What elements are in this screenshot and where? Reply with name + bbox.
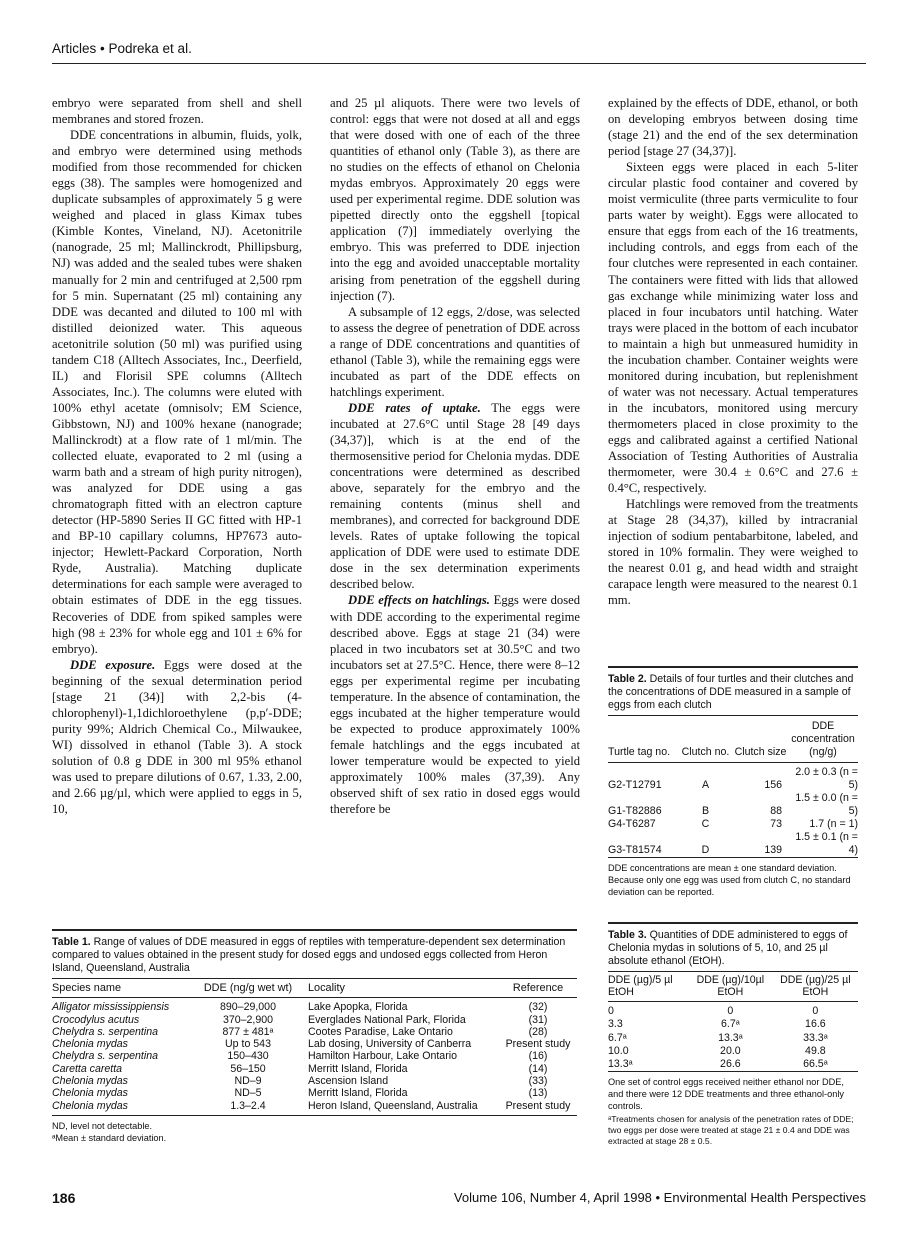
table-cell: D — [701, 844, 710, 856]
col-header: Clutch no. — [681, 746, 730, 758]
table-row — [608, 1058, 858, 1071]
table-cell: Cootes Paradise, Lake Ontario — [308, 1025, 453, 1038]
table-cell: C — [701, 818, 710, 830]
paragraph: A subsample of 12 eggs, 2/dose, was selected to assess the degree of penetration of DDE across a range of DDE concentrations and quantities of ethanol (Table 3), while the remaining eggs were incubated as part of the DDE effects on hatchlings experiment. — [330, 304, 580, 399]
paragraph-text: The eggs were incubated at 27.6°C until Stage 28 [49 days (34,37)], which is at the end of the thermosensitive period for Chelonia mydas. DDE concentrations were determined as described above, separately for the embryo and the remaining contents (minus shell and membranes), and corrected for background DDE levels. Rates of uptake following the topical application of DDE were used to estimate DDE dose in the sex determination experiments described below. — [330, 400, 580, 592]
table-cell: 13.3ᵃ — [718, 1031, 743, 1044]
table-cell: ND–5 — [234, 1087, 262, 1100]
table-cell: (31) — [528, 1013, 548, 1026]
table-row — [608, 1002, 858, 1019]
paragraph: embryo were separated from shell and shell membranes and stored frozen. — [52, 96, 302, 127]
table-row — [52, 1087, 577, 1099]
table-cell: 2.0 ± 0.3 (n = 5) — [795, 766, 858, 791]
table-row — [52, 1063, 577, 1075]
table-3-grid — [608, 972, 858, 1071]
table-cell: (13) — [528, 1087, 548, 1100]
text-column-1 — [52, 95, 302, 817]
col-header: DDE (µg)/10µl EtOH — [696, 974, 765, 998]
col-header: DDE (µg)/5 µl EtOH — [608, 974, 673, 998]
table-row — [608, 818, 858, 831]
table-cell: 1.3–2.4 — [230, 1099, 266, 1112]
table-cell: 877 ± 481ᵃ — [222, 1025, 274, 1038]
section-label: Articles — [52, 41, 97, 56]
table-cell: 33.3ᵃ — [803, 1031, 828, 1044]
table-cell: A — [701, 779, 710, 791]
table-cell: 1.7 (n = 1) — [809, 818, 858, 830]
paragraph: Sixteen eggs were placed in each 5-liter circular plastic food container and covered by moist vermiculite (three parts vermiculite to four parts water by weight). Eggs were allocated to ensure that eggs from each of the 16 treatments, including controls, and eggs from each of the four clutches were represented in each container. The containers were fitted with lids that allowed gas exchange while minimizing water loss and placed in four incubators until hatching. Water trays were placed in the bottom of each incubator to maintain a high but unmeasured humidity in the incubation chamber. Container weights were monitored during incubation, but replenishment of water was not necessary. Actual temperatures in the incubators, monitored using mercury thermometers placed in close proximity to the eggs and calibrated against a certified National Association of Testing Authorities of Australia thermometer, were 30.4 ± 0.6°C and 27.6 ± 0.4°C, respectively. — [608, 160, 858, 496]
table-row — [608, 763, 858, 793]
table-cell: (32) — [528, 1001, 548, 1014]
table-cell: Caretta caretta — [52, 1062, 123, 1075]
table-3-footnote-2: ᵃTreatments chosen for analysis of the penetration rates of DDE; two eggs per dose were treated at stage 21 ± 0.4 and DDE was extracted at stage 28 ± 0.5. — [608, 1114, 854, 1147]
table-cell: 150–430 — [227, 1050, 269, 1063]
table-2-caption: Table 2. Details of four turtles and their clutches and the concentrations of DDE measured in a sample of eggs from each clutch — [608, 673, 854, 711]
table-cell: 6.7ᵃ — [608, 1031, 627, 1044]
table-cell: Chelonia mydas — [52, 1075, 128, 1088]
table-row — [52, 1038, 577, 1050]
table-3-footnote-1: One set of control eggs received neither ethanol nor DDE, and there were 12 DDE treatments and three ethanol-only controls. — [608, 1077, 844, 1112]
table-cell: 370–2,900 — [222, 1013, 274, 1026]
table-cell: Chelonia mydas — [52, 1099, 128, 1112]
col-header: Species name — [52, 982, 122, 994]
table-header-row — [52, 979, 577, 998]
text-column-3 — [608, 95, 858, 609]
table-cell: Present study — [505, 1038, 571, 1051]
table-cell: 88 — [770, 805, 782, 817]
table-2-footnote: DDE concentrations are mean ± one standard deviation. Because only one egg was used from clutch C, no standard deviation can be reported. — [608, 863, 851, 897]
bullet: • — [100, 41, 109, 56]
table-row — [52, 1014, 577, 1026]
table-row — [608, 831, 858, 857]
paragraph — [330, 400, 580, 593]
table-cell: 56–150 — [230, 1062, 266, 1075]
page-number: 186 — [52, 1190, 76, 1206]
table-3 — [608, 922, 858, 1147]
subheading-dde-effects: DDE effects on hatchlings. — [348, 593, 490, 608]
table-cell: ND–9 — [234, 1075, 262, 1088]
table-cell: Chelydra s. serpentina — [52, 1025, 158, 1038]
paragraph — [52, 657, 302, 817]
table-row — [608, 1032, 858, 1045]
table-cell: 66.5ᵃ — [803, 1058, 828, 1071]
table-cell: 20.0 — [720, 1044, 741, 1057]
col-header: Clutch size — [734, 746, 787, 758]
table-cell: G2-T12791 — [608, 779, 662, 791]
table-cell: Merritt Island, Florida — [308, 1087, 408, 1100]
subheading-dde-rates: DDE rates of uptake. — [348, 400, 481, 415]
table-row — [52, 1100, 577, 1112]
table-cell: 10.0 — [608, 1044, 629, 1057]
table-cell: 49.8 — [805, 1044, 826, 1057]
table-cell: (28) — [528, 1025, 548, 1038]
running-head — [52, 41, 192, 56]
table-cell: (33) — [528, 1075, 548, 1088]
table-cell: 890–29,000 — [220, 1001, 276, 1014]
table-cell: 26.6 — [720, 1058, 741, 1071]
paragraph-text: Eggs were dosed at the beginning of the sexual determination period [stage 21 (34)] with 2,2-bis (4-chlorophenyl)-1,1dichloroethylene (p,p′-DDE; purity 99%; Aldrich Chemical Co., Milwaukee, WI) dissolved in ethanol (Table 3). A stock solution of 0.8 g DDE in 300 ml 95% ethanol was used to prepare dilutions of 0.67, 1.33, 2.00, and 2.66 µg/µl, which were applied to eggs in 5, 10, — [52, 657, 302, 817]
table-cell: 139 — [764, 844, 782, 856]
table-1 — [52, 929, 577, 1144]
table-cell: 1.5 ± 0.0 (n = 5) — [795, 792, 858, 817]
table-cell: (16) — [528, 1050, 548, 1063]
table-cell: Present study — [505, 1099, 571, 1112]
col-header: Locality — [308, 982, 345, 994]
table-row — [52, 1050, 577, 1062]
table-cell: B — [701, 805, 710, 817]
authors: Podreka et al. — [108, 41, 192, 56]
table-cell: 3.3 — [608, 1018, 623, 1031]
table-row — [52, 1075, 577, 1087]
table-cell: 13.3ᵃ — [608, 1058, 633, 1071]
table-cell: Up to 543 — [225, 1038, 271, 1051]
table-row — [52, 998, 577, 1014]
table-cell: 6.7ᵃ — [721, 1018, 740, 1031]
paragraph: explained by the effects of DDE, ethanol, or both on developing embryos between dosing time (stage 21) and the end of the sex determination period [stage 27 (34,37)]. — [608, 96, 858, 159]
table-cell: 156 — [764, 779, 782, 791]
table-cell: Ascension Island — [308, 1075, 389, 1088]
table-cell: Heron Island, Queensland, Australia — [308, 1099, 478, 1112]
col-header: Turtle tag no. — [608, 746, 671, 758]
paragraph: DDE concentrations in albumin, fluids, yolk, and embryo were determined using methods modified from those recommended for chicken eggs (38). The samples were homogenized and duplicate subsamples of approximately 5 g were weighed and placed in glass Kimax tubes (Kimble Kontes, Vineland, NJ). Acetonitrile (nanograde, 25 ml; Mallinckrodt, Phillipsburg, NJ) was added and the sealed tubes were shaken manually for 2 min and centrifuged at 2,500 rpm for 5 min. Supernatant (25 ml) containing any DDE was decanted and diluted to 100 ml with distilled deionized water. This aqueous acetonitrile solution (50 ml) was purified using tandem C18 (Alltech Associates, Inc., Deerfield, IL) and Florisil SPE columns (Alltech Associates, Inc.). The columns were eluted with 100% ethyl acetate (omnisolv; EM Science, Gibbstown, NJ) and 100% hexane (nanograde; Mallinckrodt) at a flow rate of 1 ml/min. The collected eluate, evaporated to 2 ml (using a warm bath and a stream of high purity nitrogen), was analyzed for DDE using a gas chromatograph fitted with an electron capture detector (HP-5890 Series II GC fitted with HP-1 and BP-10 capillary columns, HP7673 auto-injector; Hewlett-Packard Corporation, North Ryde, Australia). Matching duplicate determinations for each sample were averaged to obtain estimates of DDE in the egg tissues. Recoveries of DDE from spiked samples were high (98 ± 23% for whole egg and 101 ± 6% for embryo). — [52, 128, 302, 656]
table-cell: G4-T6287 — [608, 818, 656, 830]
paragraph-text: Eggs were dosed with DDE according to the experimental regime described above. Eggs at stage 21 (34) were placed in two incubators set at 30.5°C and two incubators set at 27.5°C. Hence, there were 8–12 eggs per experimental regime per incubating temperature. In the absence of contamination, the eggs incubated at the higher temperature would be expected to produce approximately 100% female hatchlings and the eggs incubated at lower temperature would be expected to yield approximately 100% males (37,39). Any observed shift of sex ratio in dosed eggs would therefore be — [330, 593, 580, 817]
col-header: Reference — [512, 982, 564, 994]
journal-footer: Volume 106, Number 4, April 1998 • Environmental Health Perspectives — [453, 1190, 866, 1205]
table-cell: G1-T82886 — [608, 805, 662, 817]
table-2 — [608, 666, 858, 898]
table-row — [608, 1018, 858, 1031]
table-cell: 73 — [770, 818, 782, 830]
table-header-row — [608, 716, 858, 763]
table-cell: Alligator mississippiensis — [52, 1001, 170, 1014]
table-1-footnote-2: ᵃMean ± standard deviation. — [52, 1132, 167, 1143]
table-1-caption: Table 1. Range of values of DDE measured in eggs of reptiles with temperature-dependent sex determination compared to values obtained in the present study for dosed eggs and undosed eggs collected from Heron Island, Queensland, Australia — [52, 936, 566, 974]
table-cell: Merritt Island, Florida — [308, 1062, 408, 1075]
table-cell: 16.6 — [805, 1018, 826, 1031]
table-row — [608, 1045, 858, 1058]
table-cell: Lake Apopka, Florida — [308, 1001, 408, 1014]
table-cell: Chelydra s. serpentina — [52, 1050, 158, 1063]
col-header: DDE concentration (ng/g) — [791, 720, 855, 758]
table-cell: (14) — [528, 1062, 548, 1075]
table-cell: G3-T81574 — [608, 844, 662, 856]
paragraph: and 25 µl aliquots. There were two levels of control: eggs that were not dosed at all and eggs that were dosed with one of each of the three quantities of ethanol only (Table 3), as there are no studies on the effects of ethanol on Chelonia mydas embryos. Approximately 20 eggs were used per experimental regime. DDE solution was pipetted directly onto the eggshell [topical application (7)] immediately overlying the embryo. This was preferred to DDE injection into the egg and avoided unacceptable mortality arising from penetration of the eggshell during injection (7). — [330, 96, 580, 303]
table-cell: Crocodylus acutus — [52, 1013, 140, 1026]
table-cell: Everglades National Park, Florida — [308, 1013, 466, 1026]
table-cell: 0 — [727, 1005, 734, 1017]
paragraph — [330, 592, 580, 817]
subheading-dde-exposure: DDE exposure. — [70, 657, 156, 672]
table-cell: Chelonia mydas — [52, 1087, 128, 1100]
table-cell: Lab dosing, University of Canberra — [308, 1038, 472, 1051]
table-cell: Hamilton Harbour, Lake Ontario — [308, 1050, 457, 1063]
text-column-2 — [330, 95, 580, 817]
table-row — [52, 1026, 577, 1038]
table-cell: 0 — [812, 1005, 819, 1017]
table-2-grid — [608, 716, 858, 857]
header-rule — [52, 63, 866, 64]
table-cell: 0 — [608, 1005, 614, 1017]
paragraph: Hatchlings were removed from the treatments at Stage 28 (34,37), killed by intracranial injection of sodium pentabarbitone, labeled, and stored in 10% formalin. They were weighed to the nearest 0.01 g, and head width and straight carapace length were measured to the nearest 0.1 mm. — [608, 497, 858, 608]
table-3-caption: Table 3. Quantities of DDE administered to eggs of Chelonia mydas in solutions of 5, 10, and 25 µl absolute ethanol (EtOH). — [608, 929, 848, 967]
table-1-footnote-1: ND, level not detectable. — [52, 1120, 153, 1131]
table-cell: 1.5 ± 0.1 (n = 4) — [795, 831, 858, 856]
col-header: DDE (ng/g wet wt) — [203, 982, 293, 994]
table-row — [608, 792, 858, 818]
table-header-row — [608, 972, 858, 1002]
table-1-grid — [52, 979, 577, 1112]
col-header: DDE (µg)/25 µl EtOH — [780, 974, 851, 998]
table-cell: Chelonia mydas — [52, 1038, 128, 1051]
